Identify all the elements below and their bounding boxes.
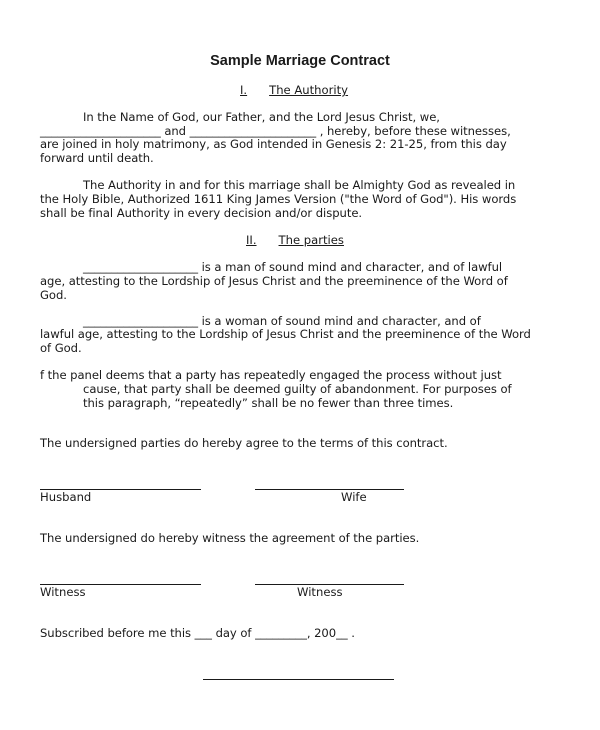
subscribed-end: . (351, 626, 355, 640)
authority-p2-line3: shall be final Authority in every decision and/or dispute. (40, 206, 363, 220)
witness-statement: The undersigned do hereby witness the agreement of the parties. (40, 531, 420, 545)
year-blank[interactable]: __ (336, 626, 348, 640)
section-2-title: The parties (278, 233, 344, 247)
subscribed-prefix: Subscribed before me this (40, 626, 192, 640)
agreement-statement: The undersigned parties do hereby agree to the terms of this contract. (40, 436, 448, 450)
section-1-number: I. (240, 83, 248, 97)
authority-p2-line1: The Authority in and for this marriage shall be Almighty God as revealed in (83, 178, 516, 192)
husband-description: is a man of sound mind and character, and of lawful (201, 260, 503, 274)
day-blank[interactable]: ___ (194, 626, 212, 640)
section-2-heading (246, 233, 344, 247)
year-prefix: , 200 (306, 626, 337, 640)
authority-p1-line1: In the Name of God, our Father, and the Lord Jesus Christ, we, (83, 110, 440, 124)
wife-label: Wife (341, 490, 367, 504)
wife-description: is a woman of sound mind and character, and of (201, 314, 481, 328)
section-1-title: The Authority (269, 83, 349, 97)
parties-p3-line1: f the panel deems that a party has repeatedly engaged the process without just (40, 368, 502, 382)
authority-p2-line2: the Holy Bible, Authorized 1611 King James Version ("the Word of God"). His words (40, 192, 517, 206)
parties-p2-line3: of God. (40, 341, 82, 355)
husband-name-blank: ____________________ (83, 260, 198, 274)
wife-name-blank: ____________________ (83, 314, 198, 328)
notary-signature-line[interactable] (203, 679, 394, 680)
parties-p1-line3: God. (40, 288, 67, 302)
witness-1-label: Witness (40, 585, 86, 599)
groom-name-blank: _____________________ (40, 124, 161, 138)
parties-p3-line2: cause, that party shall be deemed guilty of abandonment. For purposes of (83, 382, 512, 396)
witness-2-label: Witness (297, 585, 343, 599)
day-of-text: day of (215, 626, 252, 640)
document-title: Sample Marriage Contract (210, 53, 390, 69)
parties-p2-line1 (83, 314, 481, 328)
subscribed-statement (40, 626, 355, 640)
parties-p1-line1 (83, 260, 502, 274)
parties-p2-line2: lawful age, attesting to the Lordship of Jesus Christ and the preeminence of the Word (40, 327, 531, 341)
bride-name-blank: ______________________ (189, 124, 317, 138)
husband-label: Husband (40, 490, 92, 504)
section-2-number: II. (246, 233, 257, 247)
section-1-heading (240, 83, 348, 97)
authority-p1-line4: forward until death. (40, 151, 154, 165)
and-text: and (164, 124, 186, 138)
hereby-text: , hereby, before these witnesses, (319, 124, 511, 138)
parties-p3-line3: this paragraph, “repeatedly” shall be no fewer than three times. (83, 396, 454, 410)
wife-signature-line[interactable] (255, 489, 404, 490)
authority-p1-line3: are joined in holy matrimony, as God intended in Genesis 2: 21-25, from this day (40, 137, 507, 151)
month-blank[interactable]: _________ (255, 626, 307, 640)
authority-p1-line2 (40, 124, 511, 138)
parties-p1-line2: age, attesting to the Lordship of Jesus Christ and the preeminence of the Word of (40, 274, 508, 288)
